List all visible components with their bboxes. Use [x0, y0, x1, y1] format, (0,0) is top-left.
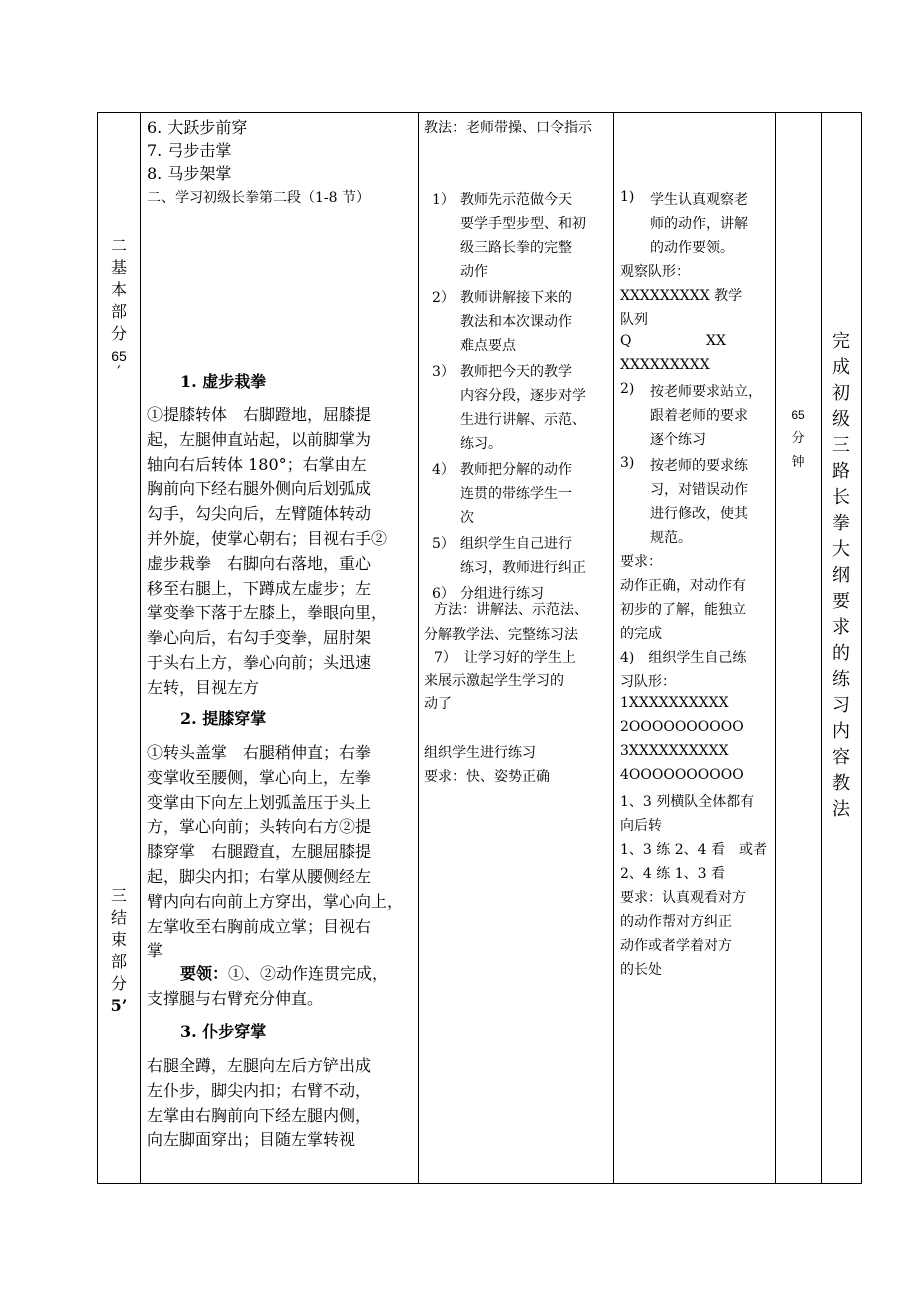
move-text-line: 膝穿掌 右腿蹬直，左腿屈膝提: [147, 842, 372, 862]
section-minutes-mark: ′: [117, 362, 121, 381]
teaching-method: 教法：老师带操、口令指示: [424, 120, 592, 136]
step-number: 1): [620, 189, 635, 205]
step-number: 3）: [432, 364, 455, 380]
move-text-line: 起，左腿伸直站起，以前脚掌为: [147, 429, 372, 449]
goal-column: [821, 113, 861, 1183]
move-text-line: 变掌由下向左上划弧盖压于头上: [147, 792, 372, 812]
student-text: 进行修改，使其: [650, 506, 748, 522]
goal-char: 的: [832, 643, 850, 664]
section-char: 部: [110, 302, 127, 321]
move-text-line: 左掌收至右胸前成立掌；目视右: [147, 916, 372, 936]
student-text: 规范。: [650, 530, 692, 546]
step-number: 3): [620, 455, 635, 471]
student-text: 向后转: [620, 818, 662, 834]
step7-text: 来展示激起学生学习的: [424, 673, 564, 689]
student-text: 按老师的要求练: [650, 458, 748, 474]
method-text: 分解教学法、完整练习法: [424, 627, 578, 643]
move-text-line: 虚步栽拳 右脚向右落地，重心: [147, 553, 372, 573]
time-value: [775, 403, 821, 475]
time-unit: 分: [791, 431, 805, 446]
goal-char: 拳: [832, 513, 850, 534]
formation-row: 1XXXXXXXXXX: [620, 695, 729, 711]
student-text: 的动作要领。: [650, 240, 734, 256]
step7-text: 动了: [424, 696, 452, 712]
teacher-text: 练习。: [460, 436, 502, 452]
student-text: 习，对错误动作: [650, 482, 748, 498]
move-text-line: ①转头盖掌 右腿稍伸直；右拳: [147, 743, 372, 762]
goal-char: 初: [832, 383, 850, 404]
time-column: [775, 113, 821, 1183]
teacher-text: 次: [460, 510, 474, 526]
organize-text: 组织学生进行练习: [424, 745, 536, 761]
teacher-text: 练习，教师进行纠正: [460, 560, 586, 576]
section-char: 二: [110, 236, 127, 255]
teacher-text: 动作: [460, 264, 488, 280]
student-column: [620, 113, 776, 1183]
content-item: 7. 弓步击掌: [147, 141, 232, 160]
key-text: 支撑腿与右臂充分伸直。: [147, 989, 324, 1008]
section-column: [98, 113, 140, 1183]
move-text-line: 移至右腿上，下蹲成左虚步；左: [147, 578, 372, 598]
goal-char: 教: [832, 773, 850, 794]
teacher-text: 教法和本次课动作: [460, 314, 572, 330]
goal-char: 容: [832, 747, 850, 768]
section-char: 三: [110, 886, 127, 905]
key-text: ①、②动作连贯完成，: [228, 964, 389, 983]
formation-row: XXXXXXXXX 教学: [620, 288, 743, 304]
section-char: 部: [110, 952, 127, 971]
student-text: 1、3 列横队全体都有: [620, 794, 755, 810]
teacher-text: 教师把分解的动作: [460, 462, 572, 478]
content-item: 8. 马步架掌: [147, 164, 232, 183]
goal-char: 大: [832, 539, 850, 560]
move-text-line: 右腿全蹲，左腿向左后方铲出成: [147, 1056, 372, 1075]
teacher-text: 生进行讲解、示范、: [460, 412, 586, 428]
goal-char: 习: [832, 695, 850, 716]
goal-char: 练: [832, 669, 850, 690]
section-char: 分: [110, 324, 127, 343]
student-text: 逐个练习: [650, 432, 706, 448]
section-char: 基: [110, 258, 127, 277]
move-text-line: 胸前向下经右腿外侧向后划弧成: [147, 479, 372, 499]
requirement-text: 的完成: [620, 626, 662, 642]
formation-row: 2OOOOOOOOOO: [620, 719, 744, 735]
teacher-text: 教师把今天的教学: [460, 364, 572, 380]
move-text-line: 掌: [147, 941, 164, 961]
step-number: 5）: [432, 536, 455, 552]
goal-char: 法: [832, 799, 850, 820]
section-char: 分: [110, 974, 127, 993]
goal-char: 要: [832, 591, 850, 612]
goal-char: 求: [832, 617, 850, 638]
move-text-line: 左转，目视左方: [147, 677, 260, 697]
step-number: 2): [620, 381, 635, 397]
teacher-text: 要学手型步型、和初: [460, 216, 586, 232]
formation-row: XXXXXXXXX: [620, 357, 710, 373]
student-text: 动作或者学着对方: [620, 938, 732, 954]
goal-char: 级: [832, 409, 850, 430]
goal-char: 路: [832, 461, 850, 482]
goal-text: [821, 329, 861, 823]
student-text: 4) 组织学生自己练: [620, 650, 747, 666]
step-number: 6）: [432, 586, 455, 602]
section-minutes: 65: [111, 348, 127, 364]
move-text-line: 向左脚面穿出；目随左掌转视: [147, 1130, 356, 1150]
teacher-text: 教师先示范做今天: [460, 192, 572, 208]
formation-title: 观察队形：: [620, 264, 690, 280]
goal-char: 纲: [832, 565, 850, 586]
move-text-line: 掌变拳下落于左膝上，拳眼向里，: [147, 603, 388, 623]
lesson-table: [97, 112, 862, 1184]
formation-row: 4OOOOOOOOOO: [620, 767, 744, 783]
section-char: 结: [110, 908, 127, 927]
teacher-text: 级三路长拳的完整: [460, 240, 572, 256]
formation-teacher: Q: [620, 333, 632, 349]
section-end-label: [98, 885, 140, 1017]
student-text: 要求：认真观看对方: [620, 890, 746, 906]
requirement-text: 初步的了解，能独立: [620, 602, 746, 618]
move-text-line: 左掌由右胸前向下经左腿内侧，: [147, 1105, 372, 1125]
teacher-text: 分组进行练习: [460, 586, 544, 602]
time-number: 65: [791, 408, 805, 422]
teacher-text: 内容分段，逐步对学: [460, 388, 586, 404]
part2-title: 二、学习初级长拳第二段（1-8 节）: [147, 190, 370, 206]
teacher-text: 教师讲解接下来的: [460, 290, 572, 306]
student-text: 1、3 练 2、4 看 或者: [620, 842, 767, 858]
section-char: 本: [110, 280, 127, 299]
move-text-line: 于头右上方，拳心向前；头迅速: [147, 653, 372, 672]
time-unit: 钟: [791, 455, 805, 470]
goal-char: 三: [832, 435, 850, 456]
move-text-line: 变掌收至腰侧，掌心向上，左拳: [147, 767, 372, 787]
goal-char: 长: [832, 487, 850, 508]
student-text: 跟着老师的要求: [650, 408, 748, 424]
column-divider: [418, 113, 419, 1183]
teacher-text: 组织学生自己进行: [460, 536, 572, 552]
goal-char: 内: [832, 721, 850, 742]
formation-row: 队列: [620, 312, 648, 328]
goal-char: 成: [832, 357, 850, 378]
move-text-line: 臂内向右向前上方穿出，掌心向上，: [147, 891, 404, 911]
step-number: 1）: [432, 192, 455, 208]
move-title: 3. 仆步穿掌: [180, 1022, 267, 1041]
column-divider: [140, 113, 141, 1183]
student-text: 的动作帮对方纠正: [620, 914, 732, 930]
step-number: 4）: [432, 462, 455, 478]
teacher-column: [424, 113, 614, 1183]
requirement-text: 动作正确，对动作有: [620, 578, 746, 594]
move-text-line: 拳心向后，右勾手变拳，屈肘架: [147, 628, 372, 648]
student-text: 按老师要求站立，: [650, 384, 762, 400]
formation-row: XX: [706, 333, 726, 349]
key-label: 要领：: [180, 964, 229, 983]
student-text: 师的动作，讲解: [650, 216, 748, 232]
teacher-text: 难点要点: [460, 338, 516, 354]
step-number: 2）: [432, 290, 455, 306]
move-text-line: 左仆步，脚尖内扣；右臂不动，: [147, 1080, 372, 1100]
move-title: 2. 提膝穿掌: [180, 709, 267, 728]
move-title: 1. 虚步栽拳: [180, 372, 267, 391]
requirement-title: 要求：: [620, 554, 662, 570]
student-text: 2、4 练 1、3 看: [620, 866, 725, 882]
key-points: [180, 961, 388, 984]
content-item: 6. 大跃步前穿: [147, 118, 248, 137]
move-text-line: 轴向右后转体 180°；右掌由左: [147, 454, 367, 474]
teacher-text: 连贯的带练学生一: [460, 486, 572, 502]
section-minutes: 5’: [110, 996, 128, 1015]
section-basic-label: [98, 235, 140, 381]
move-text-line: 起，脚尖内扣；右掌从腰侧经左: [147, 867, 372, 886]
method-text: 方法：讲解法、示范法、: [434, 602, 588, 618]
move-text-line: 方，掌心向前；头转向右方②提: [147, 817, 372, 837]
goal-char: 完: [832, 331, 850, 352]
student-text: 习队形：: [620, 674, 676, 690]
content-column: [147, 113, 417, 1183]
section-char: 束: [110, 930, 127, 949]
requirement-text: 要求：快、姿势正确: [424, 769, 550, 785]
student-text: 的长处: [620, 962, 662, 978]
step7-text: 7） 让学习好的学生上: [434, 650, 576, 666]
move-text-line: 勾手，勾尖向后，左臂随体转动: [147, 504, 372, 524]
formation-row: 3XXXXXXXXXX: [620, 743, 729, 759]
student-text: 学生认真观察老: [650, 192, 748, 208]
move-text-line: 并外旋，使掌心朝右；目视右手②: [147, 529, 388, 548]
move-text-line: ①提膝转体 右脚蹬地，屈膝提: [147, 405, 372, 424]
